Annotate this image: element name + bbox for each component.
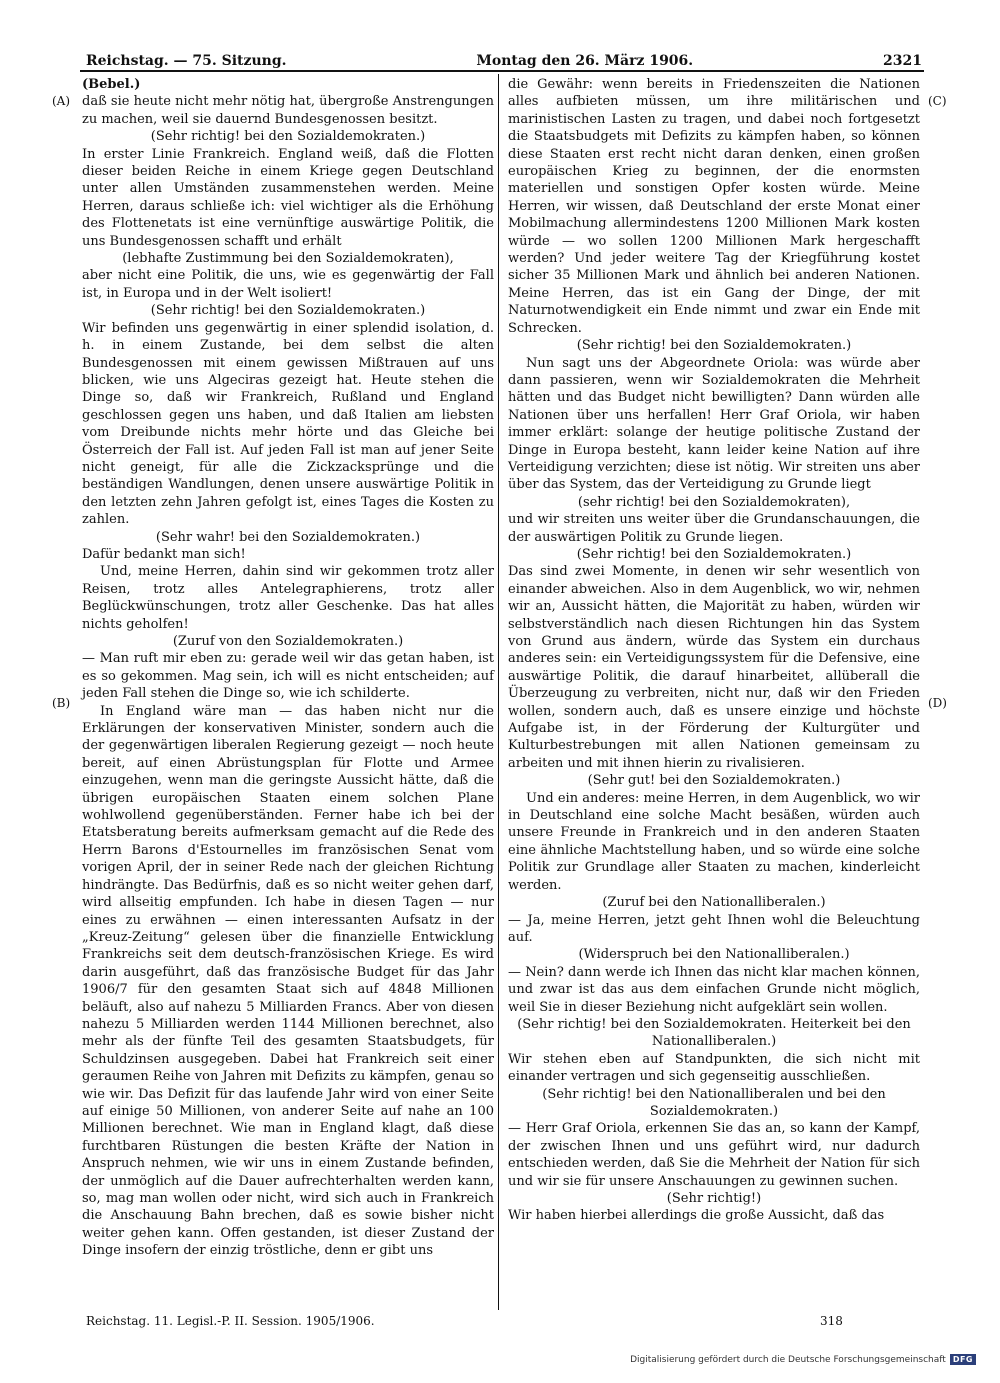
paragraph: — Ja, meine Herren, jetzt geht Ihnen wohl die Beleuchtung auf. [508,912,920,945]
interjection: (Zuruf von den Sozialdemokraten.) [172,634,404,649]
margin-marker-b: (B) [52,696,71,710]
margin-marker-d: (D) [928,696,947,710]
paragraph: Wir stehen eben auf Standpunkten, die sich nicht mit einander vertragen und sich gegenseitig ausschließen. [508,1051,920,1085]
page-number: 2321 [883,53,922,69]
paragraph: Nun sagt uns der Abgeordnete Oriola: was würde aber dann passieren, wenn wir Sozialdemokraten die Mehrheit hätten und das Budget nicht bewilligten? Dann würden alle Nationen über uns herfallen! Herr Graf Oriola, wir haben immer erklärt: solange der heutige politische Zustand der Dinge in Europa besteht, kann leider keine Nation auf ihre Verteidigung verzichten; diese ist nötig. Wir streiten uns aber über das System, das der Verteidigung zu Grunde liegt [508,355,920,493]
interjection: (Zuruf bei den Nationalliberalen.) [602,895,826,911]
interjection: (Sehr richtig! bei den Sozialdemokraten.) [150,129,426,145]
credit-text: Digitalisierung gefördert durch die Deutsche Forschungsgemeinschaft [630,1354,946,1365]
paragraph: die Gewähr: wenn bereits in Friedenszeiten die Nationen alles aufbieten müssen, um ihre militärischen und marinistischen Lasten zu tragen, und dabei noch fortgesetzt die Staatsbudgets mit Defizits zu kämpfen haben, so können diese Staaten erst recht nicht daran denken, einen großen europäischen Krieg zu beginnen, der die enormsten materiellen und sonstigen Opfer kosten würde. Meine Herren, wir wissen, daß Deutschland der erste Monat einer Mobilmachung allermindestens 1200 Millionen Mark kosten würde — wo sollen 1200 Millionen Mark hergeschafft werden? Und jeder weitere Tag der Kriegführung kostet sicher 35 Millionen Mark und ähnlich bei anderen Nationen. Meine Herren, das ist ein Gang der Dinge, der mit Naturnotwendigkeit ein Ende nimmt und zwar ein Ende mit Schrecken. [508,77,920,336]
paragraph: Und, meine Herren, dahin sind wir gekommen trotz aller Reisen, trotz alles Antelegraphierens, trotz aller Beglückwünschungen, trotz aller Geschenke. Das hat alles nichts geholfen! [82,564,494,632]
paragraph: Das sind zwei Momente, in denen wir sehr wesentlich von einander abweichen. Also in dem Augenblick, wo wir, nehmen wir an, Aussicht hätten, die Majorität zu haben, würden wir selbstverständlich nach diesen Richtungen hin das System von Grund aus ändern, würde das System ein durchaus anderes sein: ein Verteidigungssystem für die Defensive, eine auswärtige Politik, die darauf hinarbeitet, allüberall die Überzeugung zu verbreiten, nicht nur, daß wir den Frieden wollen, sondern auch, daß es unsere einzige und höchste Aufgabe ist, in der Förderung der Kulturgüter und Kulturbestrebungen mit allen Nationen gemeinsam zu arbeiten und mit ihnen hierin zu rivalisieren. [508,564,920,771]
paragraph: aber nicht eine Politik, die uns, wie es gegenwärtig der Fall ist, in Europa und in der Welt isoliert! [82,268,494,301]
dfg-logo: DFG [950,1354,976,1365]
header-session: Reichstag. — 75. Sitzung. [86,53,287,69]
paragraph: Wir haben hierbei allerdings die große Aussicht, daß das [508,1208,885,1224]
interjection: (Widerspruch bei den Nationalliberalen.) [578,947,850,963]
interjection: (Sehr richtig! bei den Sozialdemokraten. Heiterkeit bei den Nationalliberalen.) [517,1016,911,1050]
paragraph: — Herr Graf Oriola, erkennen Sie das an, so kann der Kampf, der zwischen Ihnen und uns geführt wird, nur dadurch entschieden werden, daß Sie die Mehrheit der Nation für sich und wir sie für unsere Anschauungen zu gewinnen suchen. [508,1121,920,1189]
margin-marker-a: (A) [52,94,71,108]
paragraph: Wir befinden uns gegenwärtig in einer splendid isolation, d. h. in einem Zustande, bei dem selbst die alten Bundesgenossen mit einem gewissen Mißtrauen auf uns blicken, wie uns Algeciras gezeigt hat. Heute stehen die Dinge so, daß wir Frankreich, Rußland und England geschlossen gegen uns haben, und daß Italien am liebsten vom Dreibunde nichts mehr hörte und das Gleiche bei Österreich der Fall ist. Auf jeden Fall ist man auf jener Seite nicht geneigt, für alle die Zickzacksprünge und die beständigen Wandlungen, denen unsere auswärtige Politik in den letzten zehn Jahren gefolgt ist, eines Tages die Kosten zu zahlen. [82,320,494,528]
digitization-credit [630,1354,976,1365]
interjection: (Sehr richtig! bei den Sozialdemokraten.) [150,303,426,319]
margin-marker-c: (C) [928,94,947,108]
column-separator [498,74,499,1310]
interjection: (Sehr richtig! bei den Sozialdemokraten.) [576,338,852,354]
header-date: Montag den 26. März 1906. [476,53,694,69]
paragraph: — Nein? dann werde ich Ihnen das nicht klar machen können, und zwar ist das aus dem einfachen Grunde nicht möglich, weil Sie in dieser Beziehung nicht aufgeklärt sein wollen. [508,964,920,1015]
footer-volume: Reichstag. 11. Legisl.-P. II. Session. 1905/1906. [86,1314,375,1328]
interjection: (Sehr richtig! bei den Nationalliberalen und bei den Sozialdemokraten.) [542,1086,886,1119]
paragraph: Dafür bedankt man sich! [82,546,246,562]
paragraph: — Man ruft mir eben zu: gerade weil wir das getan haben, ist es so gekommen. Mag sein, ich will es nicht entscheiden; auf jeden Fall stehen die Dinge so, wie ich schilderte. [82,651,494,702]
paragraph: daß sie heute nicht mehr nötig hat, übergroße Anstrengungen zu machen, weil sie dauernd Bundesgenossen besitzt. [82,94,494,127]
paragraph: und wir streiten uns weiter über die Grundanschauungen, die der auswärtigen Politik zu Grunde liegen. [508,512,920,545]
footer-sheet-number: 318 [820,1314,843,1328]
paragraph: Und ein anderes: meine Herren, in dem Augenblick, wo wir in Deutschland eine solche Macht besäßen, würden auch unsere Freunde in Frankreich und in den anderen Staaten eine ähnliche Machtstellung haben, und so würde eine solche Politik zur Grundlage aller Staaten zu machen, kinderleicht werden. [508,790,920,893]
right-column [508,76,920,1225]
interjection: (sehr richtig! bei den Sozialdemokraten), [577,494,851,510]
speaker-name: (Bebel.) [82,77,141,92]
interjection: (lebhafte Zustimmung bei den Sozialdemokraten), [122,251,454,267]
interjection: (Sehr wahr! bei den Sozialdemokraten.) [155,529,421,545]
interjection: (Sehr richtig! bei den Sozialdemokraten.) [576,546,852,562]
interjection: (Sehr richtig!) [666,1191,762,1206]
paragraph: In erster Linie Frankreich. England weiß, daß die Flotten dieser beiden Reiche in einem Kriege gegen Deutschland unter allen Umständen zusammenstehen werden. Meine Herren, daraus schließe ich: viel wichtiger als die Erhöhung des Flottenetats ist eine vernünftige auswärtige Politik, die uns Bundesgenossen schafft und erhält [82,146,494,249]
page-header [86,47,922,69]
interjection: (Sehr gut! bei den Sozialdemokraten.) [587,773,841,789]
paragraph: In England wäre man — das haben nicht nur die Erklärungen der konservativen Minister, sondern auch die der gegenwärtigen liberalen Regierung gezeigt — noch heute bereit, auf einen Abrüstungsplan für Flotte und Armee einzugehen, wenn man die geringste Aussicht hätte, daß die übrigen europäischen Staaten einem solchen Plane wohlwollend gegenüberständen. Ferner habe ich bei der Etatsberatung bereits aufmerksam gemacht auf die Rede des Herrn Barons d'Estournelles im französischen Senat vom vorigen April, der in seiner Rede nach der gleichen Richtung hindrängte. Das Bedürfnis, daß es so nicht weiter gehen darf, wird allseitig empfunden. Ich habe in diesen Tagen — nur eines zu erwähnen — einen interessanten Aufsatz in der „Kreuz-Zeitung“ gelesen über die finanzielle Entwicklung Frankreichs seit dem deutsch-französischen Kriege. Es wird darin ausgeführt, daß das französische Budget für das Jahr 1906/7 für den gesamten Staat sich auf 4848 Millionen beläuft, also auf nahezu 5 Milliarden Francs. Aber von diesen nahezu 5 Milliarden werden 1144 Millionen berechnet, also mehr als der fünfte Teil des gesamten Staatsbudgets, für Schuldzinsen ausgegeben. Dabei hat Frankreich seit einer geraumen Reihe von Jahren mit Defizits zu kämpfen, genau so wie wir. Das Defizit für das laufende Jahr wird von einer Seite auf einige 50 Millionen, von anderer Seite auf nahe an 100 Millionen berechnet. Wie man in England klagt, daß diese furchtbaren Rüstungen die besten Kräfte der Nation in Anspruch nehmen, wie wir uns in einem Zustande befinden, der unmöglich auf die Dauer aufrechterhalten werden kann, so, mag man wollen oder nicht, wird sich auch in Frankreich die Anschauung Bahn brechen, daß es sowie bisher nicht weiter gehen kann. Offen gestanden, ist dieser Zustand der Dinge insofern der einzig tröstliche, denn er gibt uns [82,703,494,1259]
left-column [82,76,494,1260]
header-rule [80,70,924,72]
